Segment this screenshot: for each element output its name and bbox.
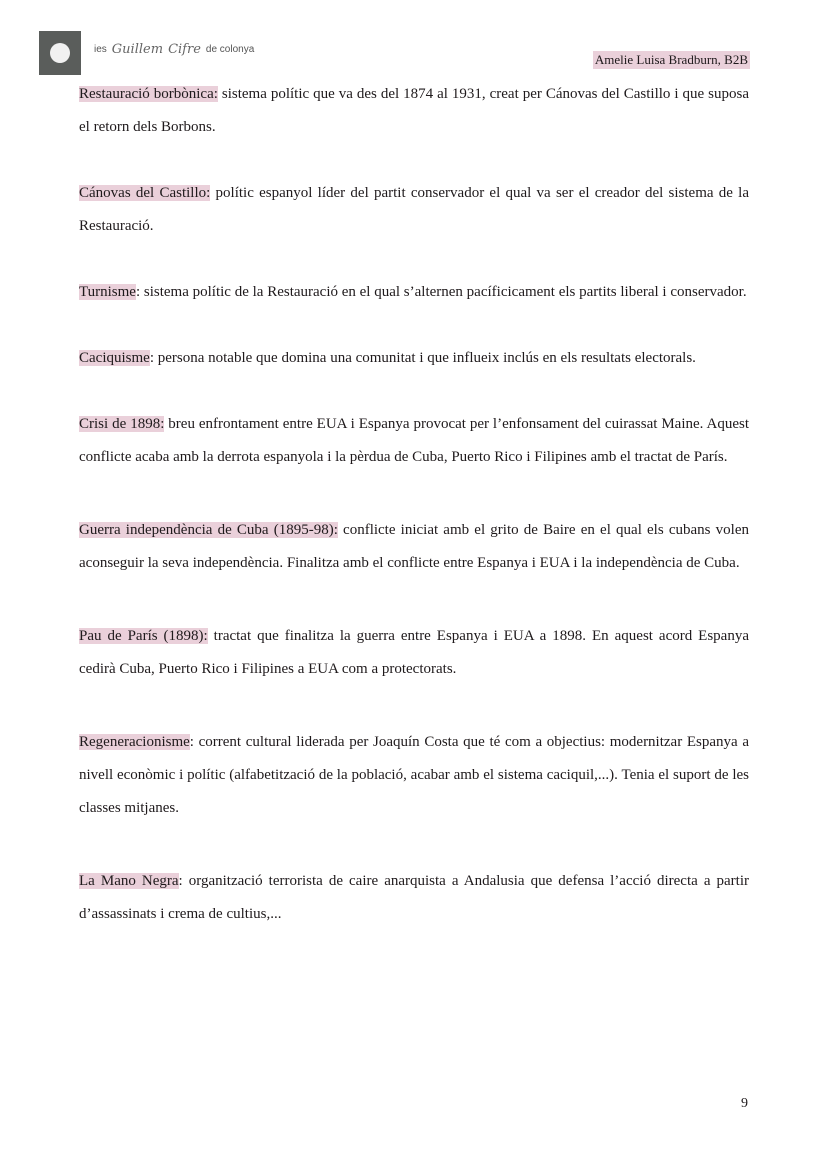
glossary [79, 78, 749, 931]
logo-script-second: Cifre [168, 42, 201, 57]
glossary-entry [79, 865, 749, 931]
school-logo-text [94, 42, 254, 57]
logo-prefix: ies [94, 44, 107, 55]
term-highlight: Restauració borbònica: [79, 86, 218, 102]
glossary-entry [79, 177, 749, 243]
glossary-entry [79, 408, 749, 474]
definition: : corrent cultural liderada per Joaquín Costa que té com a objectius: modernitzar Espanya a nivell econòmic i polític (alfabetització de la població, acabar amb el sistema caciquil,...). Tenia el suport de les classes mitjanes. [79, 734, 749, 816]
term-highlight: Regeneracionisme [79, 734, 190, 750]
definition: breu enfrontament entre EUA i Espanya provocat per l’enfonsament del cuirassat Maine. Aquest conflicte acaba amb la derrota espanyola i la pèrdua de Cuba, Puerto Rico i Filipines amb el tractat de París. [79, 416, 749, 465]
page-number: 9 [741, 1096, 748, 1111]
term-highlight: Crisi de 1898: [79, 416, 165, 432]
definition: sistema polític que va des del 1874 al 1931, creat per Cánovas del Castillo i que suposa el retorn dels Borbons. [79, 86, 749, 135]
definition: conflicte iniciat amb el grito de Baire en el qual els cubans volen aconseguir la seva independència. Finalitza amb el conflicte entre Espanya i EUA i la independència de Cuba. [79, 522, 749, 571]
logo-sun-icon [50, 43, 70, 63]
glossary-entry [79, 726, 749, 825]
term-highlight: La Mano Negra [79, 873, 179, 889]
term-highlight: Pau de París (1898): [79, 628, 208, 644]
author-header: Amelie Luisa Bradburn, B2B [594, 52, 748, 67]
definition: : persona notable que domina una comunitat i que influeix inclús en els resultats electorals. [149, 350, 696, 366]
term-highlight: Turnisme [79, 284, 136, 300]
term-highlight: Cánovas del Castillo: [79, 185, 211, 201]
glossary-entry [79, 342, 749, 375]
school-logo-icon [39, 31, 81, 75]
definition: polític espanyol líder del partit conservador el qual va ser el creador del sistema de la Restauració. [79, 185, 749, 234]
term-highlight: Caciquisme [79, 350, 150, 366]
definition: : sistema polític de la Restauració en el qual s’alternen pacíficicament els partits liberal i conservador. [135, 284, 747, 300]
logo-script-first: Guillem [111, 42, 164, 57]
glossary-entry [79, 514, 749, 580]
definition: : organització terrorista de caire anarquista a Andalusia que defensa l’acció directa a partir d’assassinats i crema de cultius,... [79, 873, 749, 922]
glossary-entry [79, 620, 749, 686]
glossary-entry [79, 276, 749, 309]
glossary-entry [79, 78, 749, 144]
term-highlight: Guerra independència de Cuba (1895-98): [79, 522, 338, 538]
logo-suffix: de colonya [205, 44, 255, 55]
definition: tractat que finalitza la guerra entre Espanya i EUA a 1898. En aquest acord Espanya cedirà Cuba, Puerto Rico i Filipines a EUA com a protectorats. [79, 628, 749, 677]
